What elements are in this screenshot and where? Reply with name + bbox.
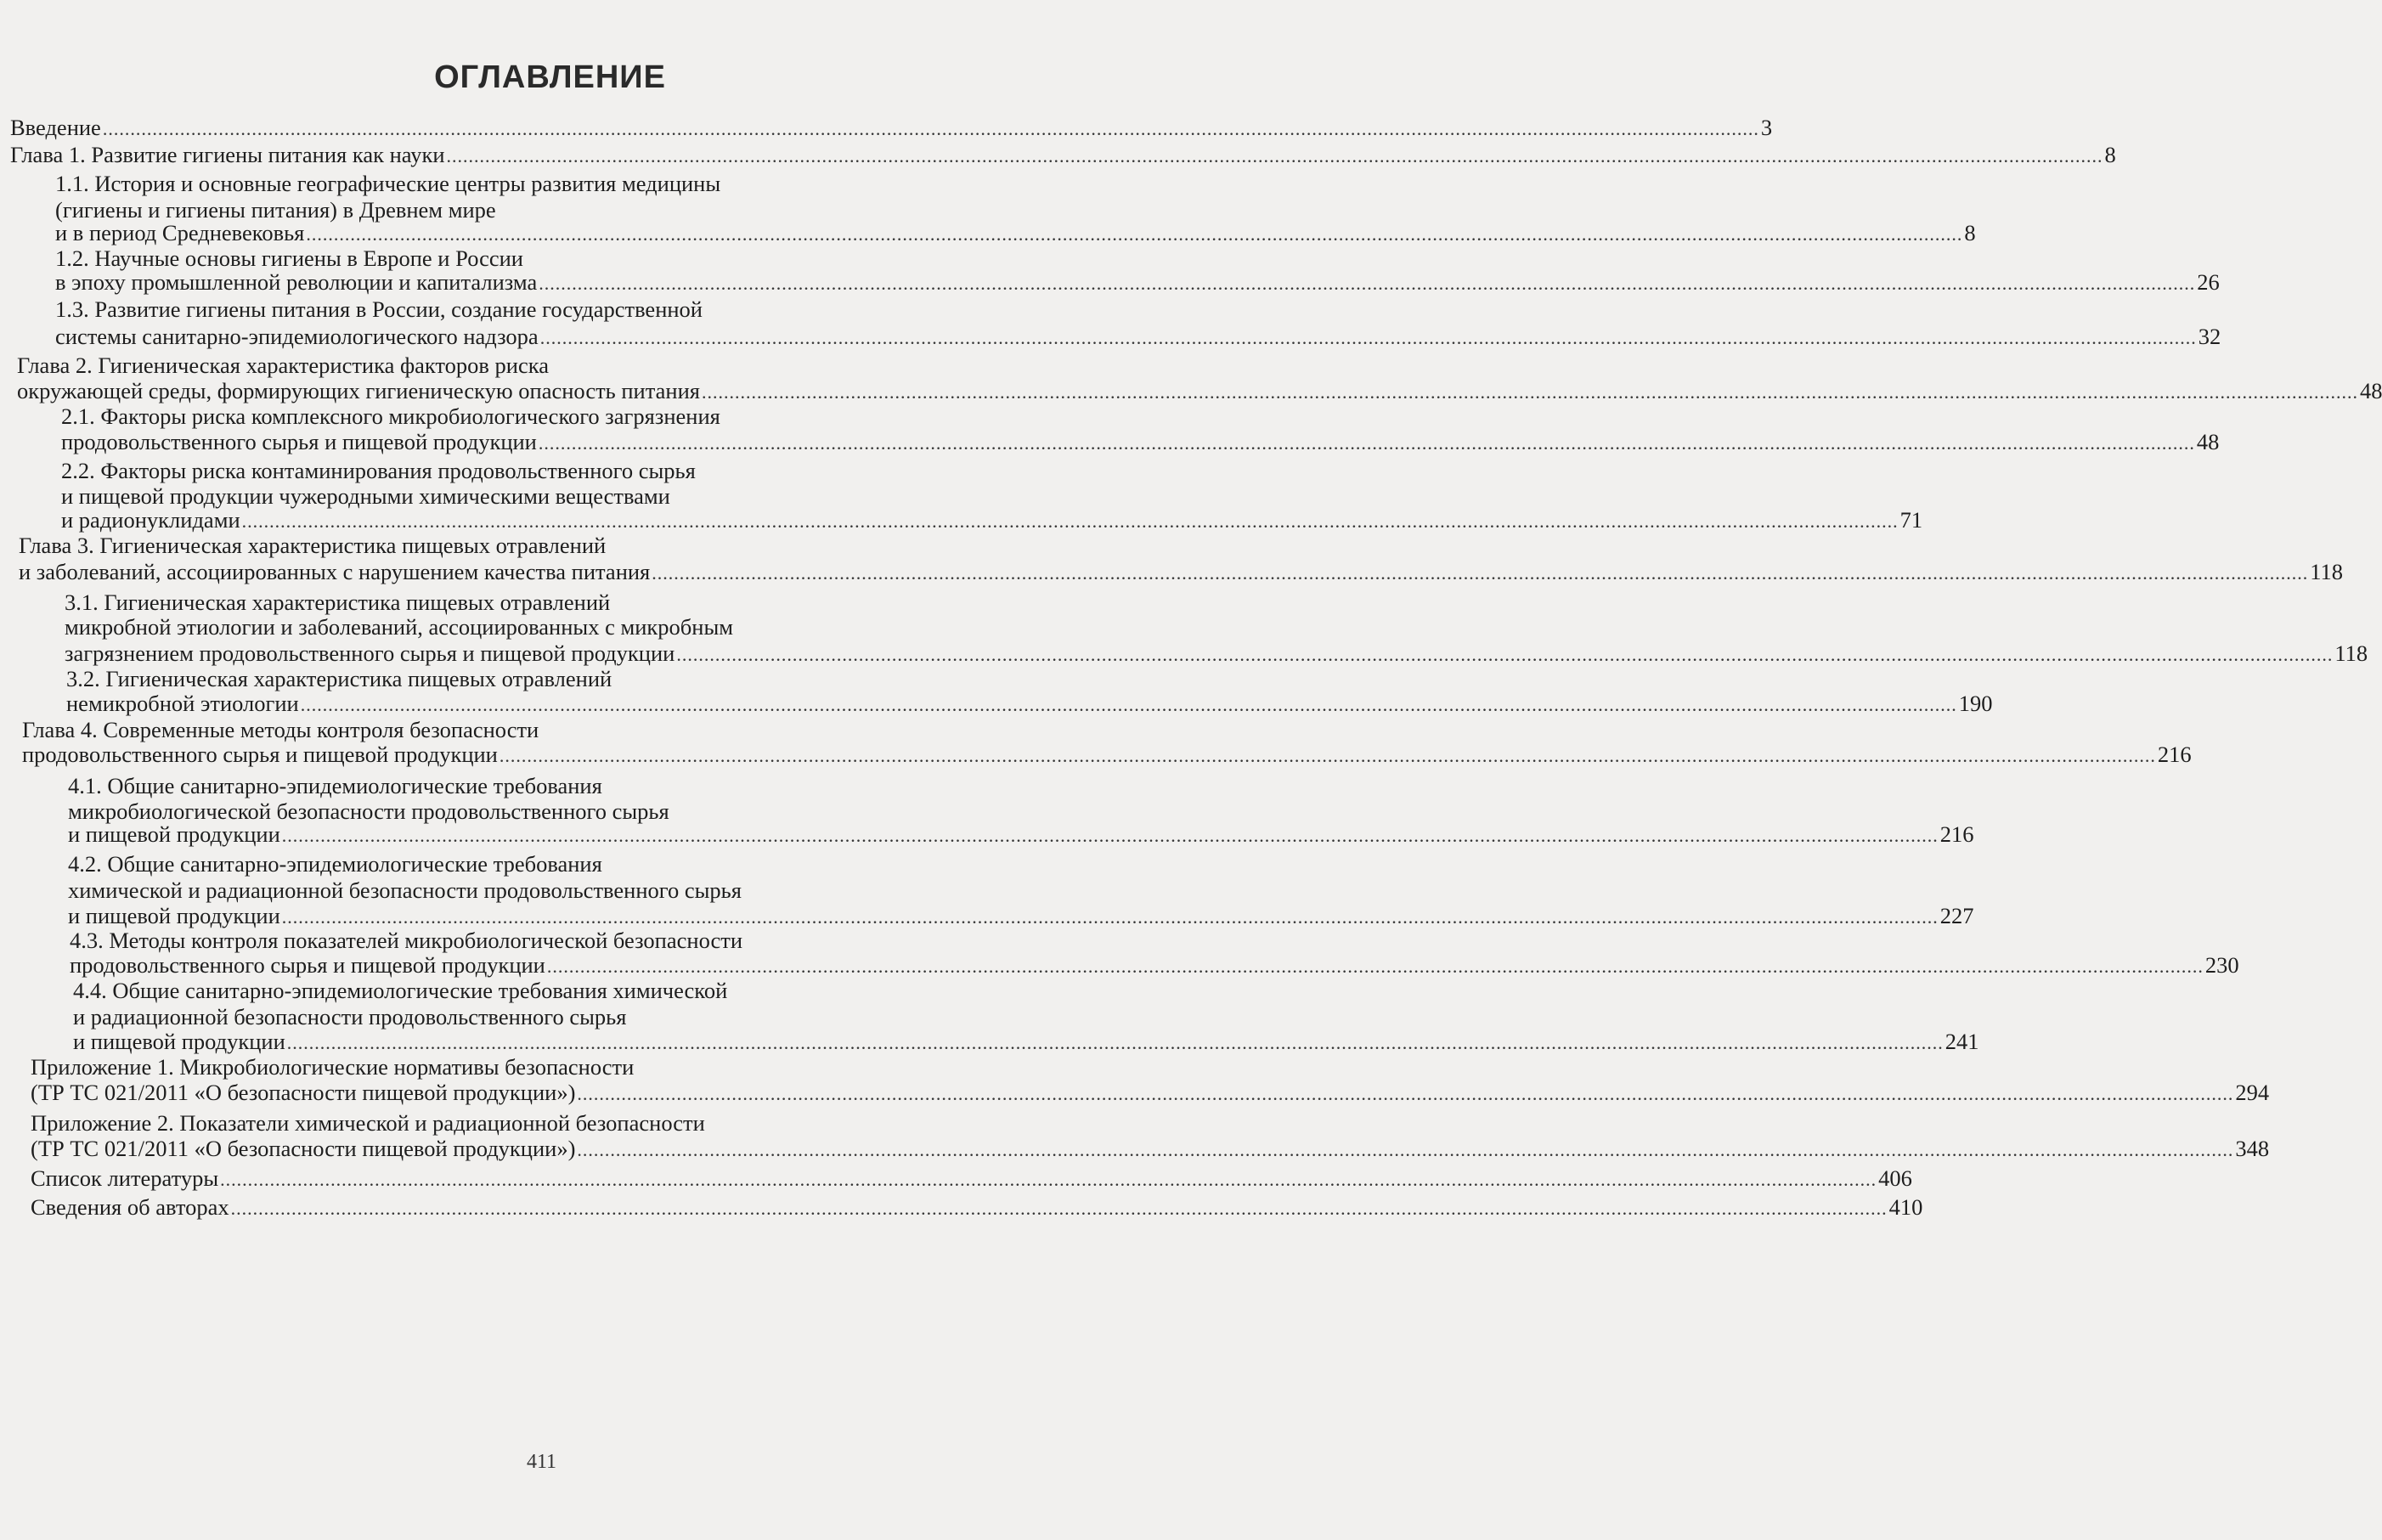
toc-entry [31,1131,2270,1165]
toc-entry-text: микробной этиологии и заболеваний, ассоциированных с микробным [65,614,734,640]
toc-entry-page: 118 [2310,559,2344,584]
page-number: 411 [526,1451,557,1473]
toc-entry-text: продовольственного сырья и пищевой продукции [22,742,498,767]
toc-entry-text: 2.1. Факторы риска комплексного микробиологического загрязнения [61,403,720,429]
toc-entry-page: 230 [2204,952,2239,978]
toc-entry-page: 348 [2235,1136,2270,1161]
toc-entry-text: химической и радиационной безопасности продовольственного сырья [68,877,742,903]
dot-leader: ............................................................................................................................................................................................................................................................................................................ [676,644,2334,665]
toc-entry-text: микробиологической безопасности продовольственного сырья [68,798,669,824]
toc-entry-page: 26 [2197,269,2220,295]
toc-entry-text: Сведения об авторах [31,1194,229,1220]
toc-entry [19,555,2344,589]
toc-entry-page: 216 [2157,742,2192,767]
toc-entry-text: Приложение 1. Микробиологические нормативы безопасности [31,1054,635,1080]
toc-entry-text: загрязнением продовольственного сырья и пищевой продукции [65,640,675,666]
toc-entry-text: и в период Средневековья [55,220,305,245]
toc-entry-text: и пищевой продукции [68,821,280,847]
toc-entry-text: 3.2. Гигиеническая характеристика пищевых отравлений [66,666,612,691]
toc-entry [22,737,2192,771]
toc-entry-text: 2.2. Факторы риска контаминирования продовольственного сырья [61,458,696,483]
toc-entry-text: 4.4. Общие санитарно-эпидемиологические требования химической [73,978,728,1003]
dot-leader: ............................................................................................................................................................................................................................................................................................................ [539,327,2197,348]
toc-entry-page: 32 [2198,324,2221,349]
dot-leader: ............................................................................................................................................................................................................................................................................................................ [306,223,1963,245]
toc-entry-page: 406 [1878,1165,1912,1191]
toc-entry-text: системы санитарно-эпидемиологического надзора [55,324,539,349]
toc-entry [68,817,1974,851]
dot-leader: ............................................................................................................................................................................................................................................................................................................ [701,381,2358,403]
toc-entry-page: 216 [1939,821,1974,847]
dot-leader: ............................................................................................................................................................................................................................................................................................................ [539,273,2196,294]
toc-entry-text: 1.3. Развитие гигиены питания в России, создание государственной [55,296,703,322]
dot-leader: ............................................................................................................................................................................................................................................................................................................ [230,1198,1888,1219]
toc-entry-text: 1.2. Научные основы гигиены в Европе и России [55,245,523,271]
toc-entry-text: (гигиены и гигиены питания) в Древнем мире [55,197,496,223]
dot-leader: ............................................................................................................................................................................................................................................................................................................ [446,145,2103,166]
dot-leader: ............................................................................................................................................................................................................................................................................................................ [546,956,2204,977]
page-title: ОГЛАВЛЕНИЕ [434,59,666,95]
toc-entry-text: 4.3. Методы контроля показателей микробиологической безопасности [70,928,742,953]
toc-entry-text: и пищевой продукции [68,903,280,928]
toc-entry-text: продовольственного сырья и пищевой продукции [70,952,545,978]
toc-entry-text: Список литературы [31,1165,219,1191]
toc-entry-text: и пищевой продукции [73,1029,285,1054]
toc-entry-text: Введение [10,115,101,140]
toc-entry [31,1075,2270,1109]
toc-entry-page: 8 [2104,142,2116,167]
toc-entry-page: 227 [1939,903,1974,928]
toc-entry-text: Глава 2. Гигиеническая характеристика факторов риска [17,353,549,378]
dot-leader: ............................................................................................................................................................................................................................................................................................................ [499,745,2156,766]
toc-entry-page: 118 [2334,640,2368,666]
toc-entry-page: 3 [1760,115,1773,140]
toc-entry-page: 71 [1899,507,1923,533]
toc-entry-text: (ТР ТС 021/2011 «О безопасности пищевой продукции») [31,1080,576,1105]
dot-leader: ............................................................................................................................................................................................................................................................................................................ [577,1083,2234,1104]
dot-leader: ............................................................................................................................................................................................................................................................................................................ [300,694,1957,715]
toc-entry-text: 3.1. Гигиеническая характеристика пищевых отравлений [65,589,611,615]
toc-entry-text: 4.1. Общие санитарно-эпидемиологические требования [68,773,602,798]
dot-leader: ............................................................................................................................................................................................................................................................................................................ [102,118,1759,139]
dot-leader: ............................................................................................................................................................................................................................................................................................................ [220,1169,1877,1190]
toc-entry-text: 1.1. История и основные географические центры развития медицины [55,171,721,196]
toc-entry-text: немикробной этиологии [66,691,299,716]
toc-entry-text: продовольственного сырья и пищевой продукции [61,429,537,454]
toc-entry-text: окружающей среды, формирующих гигиеническую опасность питания [17,378,700,403]
toc-entry-text: в эпоху промышленной революции и капитализма [55,269,538,295]
dot-leader: ............................................................................................................................................................................................................................................................................................................ [652,562,2309,584]
dot-leader: ............................................................................................................................................................................................................................................................................................................ [281,906,1939,928]
toc-entry-text: Глава 3. Гигиеническая характеристика пищевых отравлений [19,533,607,558]
dot-leader: ............................................................................................................................................................................................................................................................................................................ [241,511,1899,532]
toc-entry-text: Глава 4. Современные методы контроля безопасности [22,717,539,742]
dot-leader: ............................................................................................................................................................................................................................................................................................................ [281,825,1939,846]
dot-leader: ............................................................................................................................................................................................................................................................................................................ [577,1139,2234,1160]
toc-entry-text: и радионуклидами [61,507,240,533]
toc-entry-text: 4.2. Общие санитарно-эпидемиологические требования [68,851,602,877]
toc-entry-text: и пищевой продукции чужеродными химическими веществами [61,483,670,509]
toc-entry-text: Глава 1. Развитие гигиены питания как науки [10,142,445,167]
dot-leader: ............................................................................................................................................................................................................................................................................................................ [538,432,2195,454]
toc-entry-page: 48 [2359,378,2382,403]
toc-entry-page: 294 [2235,1080,2270,1105]
toc-entry-text: (ТР ТС 021/2011 «О безопасности пищевой продукции») [31,1136,576,1161]
toc-entry-page: 410 [1888,1194,1923,1220]
toc-entry-text: и радиационной безопасности продовольственного сырья [73,1004,627,1029]
toc-entry [31,1190,1923,1224]
toc-entry-text: Приложение 2. Показатели химической и радиационной безопасности [31,1110,705,1136]
dot-leader: ............................................................................................................................................................................................................................................................................................................ [286,1032,1944,1053]
toc-entry-page: 241 [1945,1029,1979,1054]
toc-entry-page: 190 [1958,691,1993,716]
toc-entry-page: 8 [1964,220,1976,245]
toc-entry-page: 48 [2196,429,2220,454]
toc-entry-text: и заболеваний, ассоциированных с нарушением качества питания [19,559,651,584]
